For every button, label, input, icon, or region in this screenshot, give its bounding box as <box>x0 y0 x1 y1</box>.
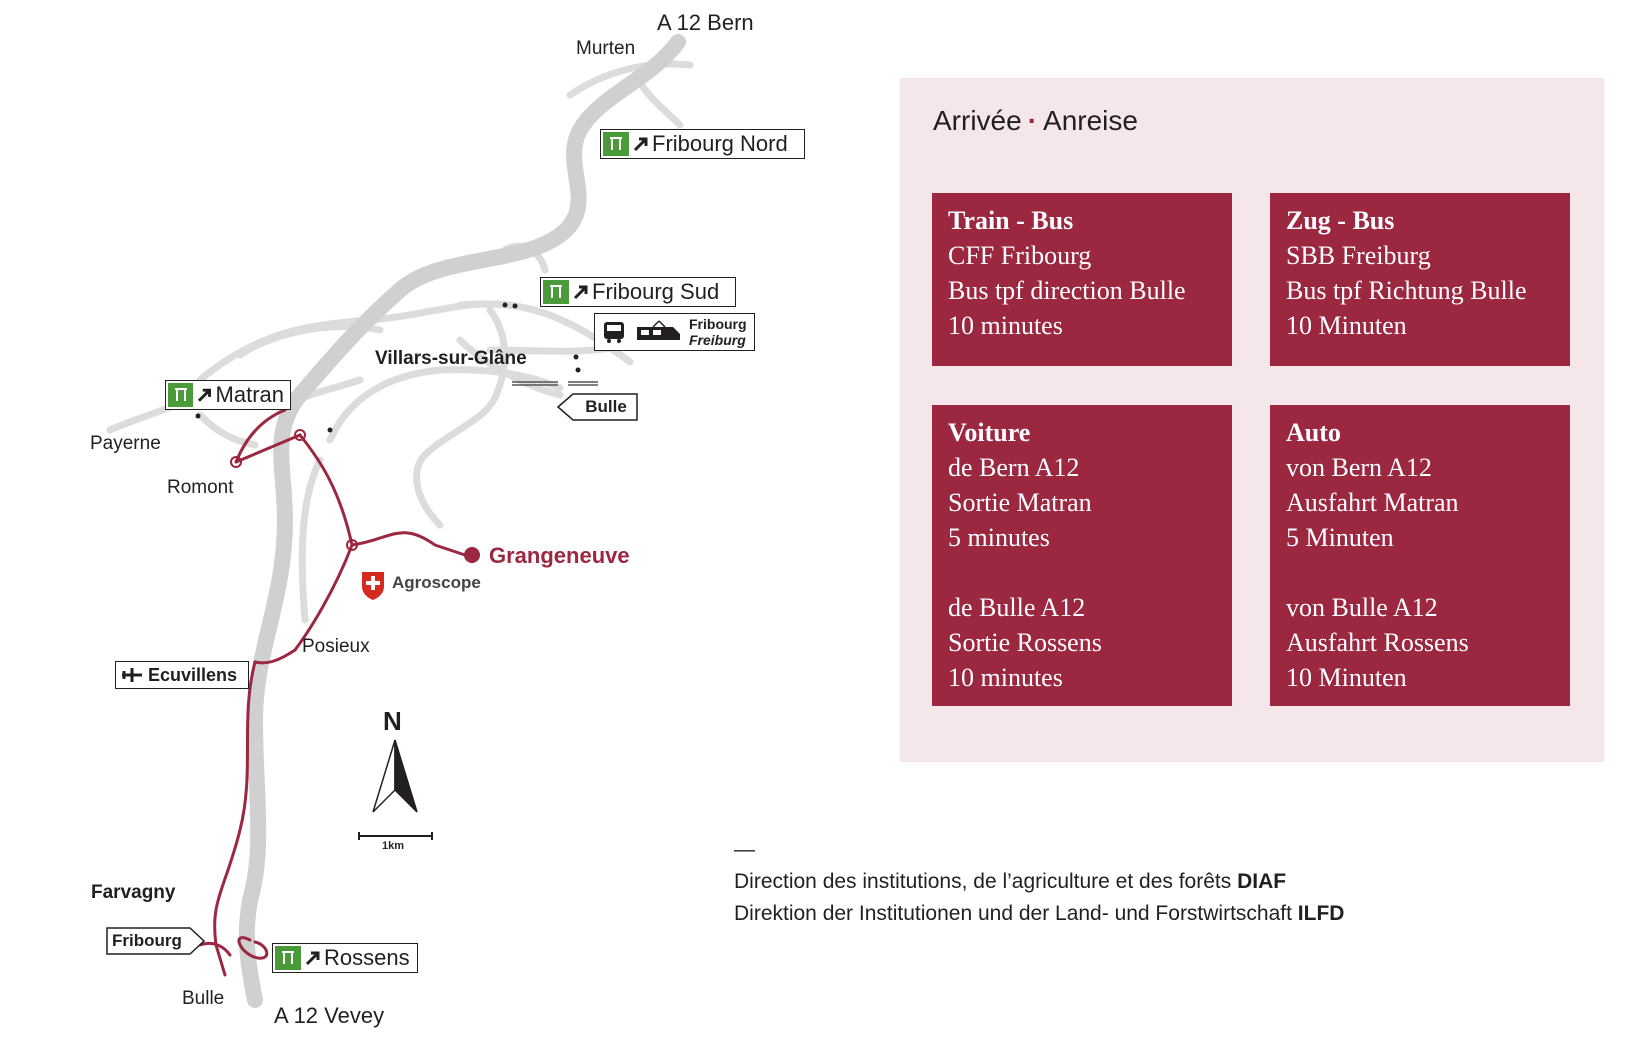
direction-sign-ecuvillens <box>115 661 249 689</box>
card-heading: Voiture <box>948 418 1031 447</box>
label-villars-sur-glane: Villars-sur-Glâne <box>375 348 527 369</box>
motorway-a12 <box>247 42 678 1000</box>
exit-label: Fribourg Nord <box>652 131 788 156</box>
scale-bar <box>359 832 432 840</box>
label-romont: Romont <box>167 477 234 498</box>
card-line: 10 Minuten <box>1286 311 1407 340</box>
exit-sign-matran <box>165 380 291 410</box>
route-to-grangeneuve <box>200 410 465 975</box>
card-line: 10 Minuten <box>1286 663 1407 692</box>
footer-abbr-de: ILFD <box>1297 902 1345 925</box>
airplane-icon <box>120 665 144 685</box>
direction-sign-fribourg: Fribourg <box>112 931 182 950</box>
footer-text-fr: Direction des institutions, de l’agriculture et des forêts <box>734 870 1238 893</box>
card-auto <box>1270 405 1570 706</box>
exit-label: Fribourg Sud <box>592 279 720 304</box>
card-line: SBB Freiburg <box>1286 241 1431 270</box>
card-line: von Bern A12 <box>1286 453 1432 482</box>
exit-sign-rossens <box>272 943 418 973</box>
card-line: 10 minutes <box>948 311 1063 340</box>
card-line: Ausfahrt Rossens <box>1286 628 1469 657</box>
card-heading: Train - Bus <box>948 206 1074 235</box>
exit-sign-fribourg-nord <box>600 129 805 159</box>
title-fr: Arrivée <box>933 105 1022 136</box>
arrival-panel <box>900 78 1604 762</box>
footer-text-de: Direktion der Institutionen und der Land- und Forstwirtschaft <box>734 902 1298 925</box>
arrow-ne-icon <box>633 136 649 152</box>
scale-label: 1km <box>382 840 405 852</box>
label-bulle: Bulle <box>182 988 225 1009</box>
card-line: Ausfahrt Matran <box>1286 488 1459 517</box>
motorway-icon <box>603 132 629 156</box>
arrow-ne-icon <box>573 284 589 300</box>
panel-title <box>933 105 1138 137</box>
label-grangeneuve: Grangeneuve <box>489 543 630 568</box>
card-line: CFF Fribourg <box>948 241 1092 270</box>
footer-line-fr <box>734 870 1286 894</box>
label-payerne: Payerne <box>90 433 161 454</box>
motorway-icon <box>275 946 301 970</box>
card-line <box>948 555 1216 590</box>
card-train-bus <box>932 193 1232 366</box>
card-line: Bus tpf direction Bulle <box>948 276 1186 305</box>
card-heading: Zug - Bus <box>1286 206 1395 235</box>
label-agroscope: Agroscope <box>392 573 481 592</box>
motorway-icon <box>168 383 193 407</box>
station-sign <box>594 313 755 351</box>
card-line: Sortie Rossens <box>948 628 1102 657</box>
station-label-fr: Fribourg <box>689 316 747 332</box>
bus-icon <box>601 319 627 345</box>
card-line: Sortie Matran <box>948 488 1092 517</box>
card-line: Bus tpf Richtung Bulle <box>1286 276 1527 305</box>
card-line: 5 Minuten <box>1286 523 1394 552</box>
title-separator: · <box>1027 105 1038 136</box>
station-label-de: Freiburg <box>689 332 746 348</box>
train-icon <box>633 319 683 345</box>
title-de: Anreise <box>1043 105 1138 136</box>
motorway-icon <box>543 280 569 304</box>
north-arrow-icon <box>373 740 417 812</box>
exit-sign-fribourg-sud <box>540 277 736 307</box>
footer-line-de <box>734 902 1344 926</box>
arrow-ne-icon <box>305 950 321 966</box>
footer-abbr-fr: DIAF <box>1237 870 1287 893</box>
label-farvagny: Farvagny <box>91 882 176 903</box>
exit-label: Rossens <box>324 945 410 970</box>
card-line: von Bulle A12 <box>1286 593 1438 622</box>
label-posieux: Posieux <box>302 636 370 657</box>
card-line: 5 minutes <box>948 523 1050 552</box>
card-line: de Bern A12 <box>948 453 1080 482</box>
exit-label: Matran <box>215 382 284 407</box>
card-line: de Bulle A12 <box>948 593 1086 622</box>
label-a12-bern: A 12 Bern <box>657 10 754 35</box>
swiss-cross-icon <box>362 572 384 600</box>
label-a12-vevey: A 12 Vevey <box>274 1003 385 1028</box>
card-voiture <box>932 405 1232 706</box>
card-zug-bus <box>1270 193 1570 366</box>
direction-label: Ecuvillens <box>148 664 238 685</box>
card-line: 10 minutes <box>948 663 1063 692</box>
direction-sign-bulle: Bulle <box>585 397 627 416</box>
arrow-ne-icon <box>197 387 212 403</box>
card-line <box>1286 555 1554 590</box>
card-heading: Auto <box>1286 418 1341 447</box>
north-label: N <box>383 706 402 736</box>
label-murten: Murten <box>576 38 636 59</box>
grangeneuve-marker <box>464 547 480 563</box>
footer-dash: — <box>734 838 755 861</box>
